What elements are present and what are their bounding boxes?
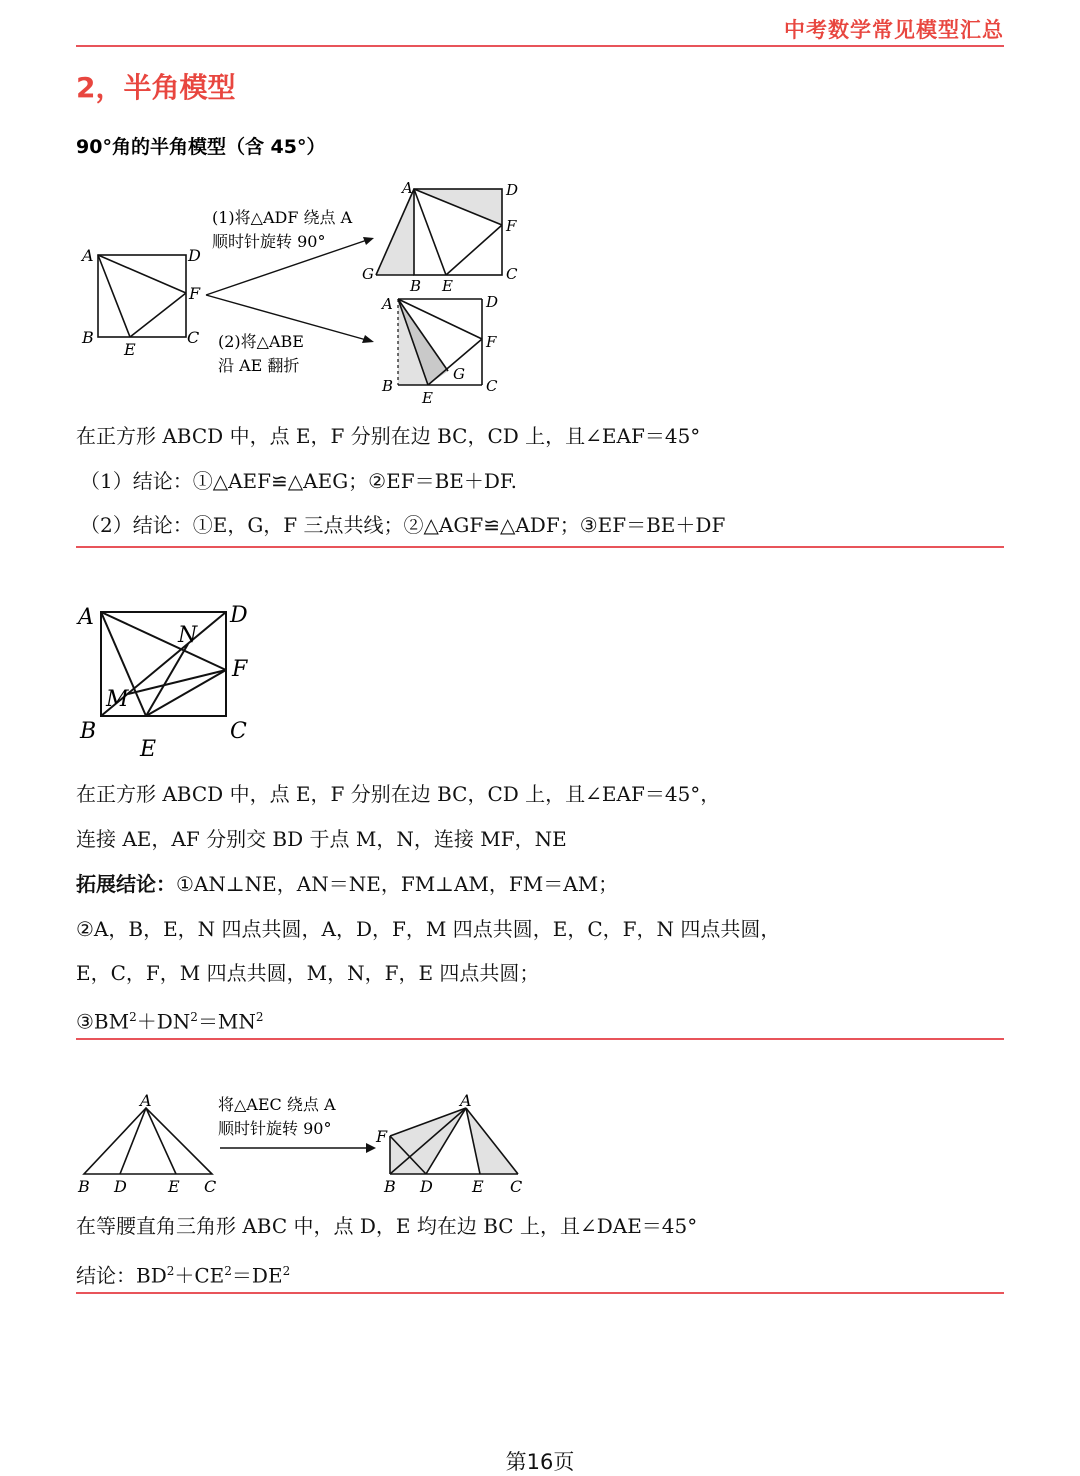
arrow2-text-line2: 沿 AE 翻折 (218, 356, 300, 375)
label-E: E (124, 340, 136, 359)
tr-label-A: A (402, 179, 413, 197)
formula-de: ＝DE (231, 1263, 283, 1288)
figure-isosceles-right-triangle (76, 1088, 536, 1200)
label-C: C (187, 328, 200, 347)
section-title: 2，半角模型 (76, 71, 236, 104)
br-label-E: E (422, 389, 433, 407)
tr-label-G: G (362, 265, 374, 283)
section-subtitle: 90°角的半角模型（含 45°） (76, 136, 326, 158)
block3-statement: 在等腰直角三角形 ABC 中，点 D，E 均在边 BC 上，且∠DAE＝45° (76, 1214, 698, 1238)
tr-label-C: C (506, 265, 518, 283)
br-label-G: G (453, 365, 465, 383)
f2-label-E: E (140, 737, 157, 762)
sup-2: 2 (255, 1010, 264, 1024)
f3-arrow-text-2: 顺时针旋转 90° (218, 1119, 332, 1138)
block2-extension-3: E，C，F，M 四点共圆，M，N，F，E 四点共圆； (76, 961, 540, 985)
header-divider (76, 45, 1004, 47)
figure-half-angle-square (76, 175, 536, 410)
conclusion-label: 结论： (76, 1263, 136, 1288)
block1-statement: 在正方形 ABCD 中，点 E，F 分别在边 BC，CD 上，且∠EAF＝45° (76, 424, 701, 448)
sup-2: 2 (224, 1264, 232, 1278)
br-label-D: D (486, 293, 499, 311)
label-A: A (82, 246, 94, 265)
arrow1-text-line1: (1)将△ADF 绕点 A (212, 208, 353, 227)
f3-label-E: E (168, 1177, 180, 1196)
f3r-label-F: F (376, 1127, 388, 1146)
formula-dn: ＋DN (136, 1009, 191, 1034)
f2-label-C: C (230, 719, 247, 744)
formula-ce: ＋CE (174, 1263, 225, 1288)
tr-label-E: E (442, 277, 453, 295)
f3-label-D: D (114, 1177, 127, 1196)
block2-line-2: 连接 AE，AF 分别交 BD 于点 M，N，连接 MF，NE (76, 827, 567, 851)
f2-label-M: M (106, 687, 129, 712)
f3-label-B: B (78, 1177, 90, 1196)
divider-1 (76, 546, 1004, 548)
br-label-F: F (486, 333, 497, 351)
sup-2: 2 (129, 1010, 137, 1024)
f3r-label-D: D (420, 1177, 433, 1196)
tr-label-B: B (410, 277, 422, 295)
formula-mn: ＝MN (197, 1009, 256, 1034)
block2-extension-1 (76, 872, 618, 896)
block2-line-1: 在正方形 ABCD 中，点 E，F 分别在边 BC，CD 上，且∠EAF＝45°， (76, 782, 721, 806)
f3-label-C: C (204, 1177, 217, 1196)
left-square (98, 255, 186, 337)
f3r-label-A: A (460, 1091, 472, 1110)
block1-conclusion-2: （2）结论：①E，G，F 三点共线；②△AGF≌△ADF；③EF＝BE＋DF (80, 513, 726, 537)
f3r-label-B: B (384, 1177, 396, 1196)
f3-arrow-text-1: 将△AEC 绕点 A (218, 1095, 336, 1114)
br-label-C: C (486, 377, 498, 395)
sup-2: 2 (282, 1264, 291, 1278)
f2-label-A: A (78, 605, 94, 630)
label-F: F (189, 284, 201, 303)
page-number: 第16页 (505, 1450, 575, 1474)
block1-conclusion-1: （1）结论：①△AEF≌△AEG；②EF＝BE＋DF. (80, 469, 518, 493)
divider-3 (76, 1292, 1004, 1294)
tr-label-D: D (506, 181, 519, 199)
f3r-label-C: C (510, 1177, 523, 1196)
label-D: D (188, 246, 201, 265)
f2-label-N: N (178, 623, 198, 648)
f2-label-D: D (230, 603, 248, 628)
arrow1-text-line2: 顺时针旋转 90° (212, 232, 326, 251)
sup-2: 2 (190, 1010, 198, 1024)
label-B: B (82, 328, 94, 347)
formula-bm: ③BM (76, 1009, 130, 1034)
block3-conclusion (76, 1259, 290, 1288)
br-label-B: B (382, 377, 394, 395)
br-label-A: A (382, 295, 393, 313)
figure-square-bd-diagonal (76, 598, 266, 763)
f3r-label-E: E (472, 1177, 484, 1196)
formula-bd: BD (136, 1263, 167, 1288)
divider-2 (76, 1038, 1004, 1040)
block2-extension-2: ②A，B，E，N 四点共圆，A，D，F，M 四点共圆，E，C，F，N 四点共圆， (76, 917, 781, 941)
arrow2-text-line1: (2)将△ABE (218, 332, 304, 351)
f2-label-B: B (80, 719, 97, 744)
document-header-title: 中考数学常见模型汇总 (784, 18, 1004, 42)
extension-label: 拓展结论： (76, 872, 176, 896)
extension-text-1: ①AN⊥NE，AN＝NE，FM⊥AM，FM＝AM； (176, 872, 619, 896)
block2-extension-4 (76, 1005, 264, 1034)
sup-2: 2 (166, 1264, 175, 1278)
f2-label-F: F (232, 657, 248, 682)
f3-label-A: A (140, 1091, 152, 1110)
tr-label-F: F (506, 217, 517, 235)
